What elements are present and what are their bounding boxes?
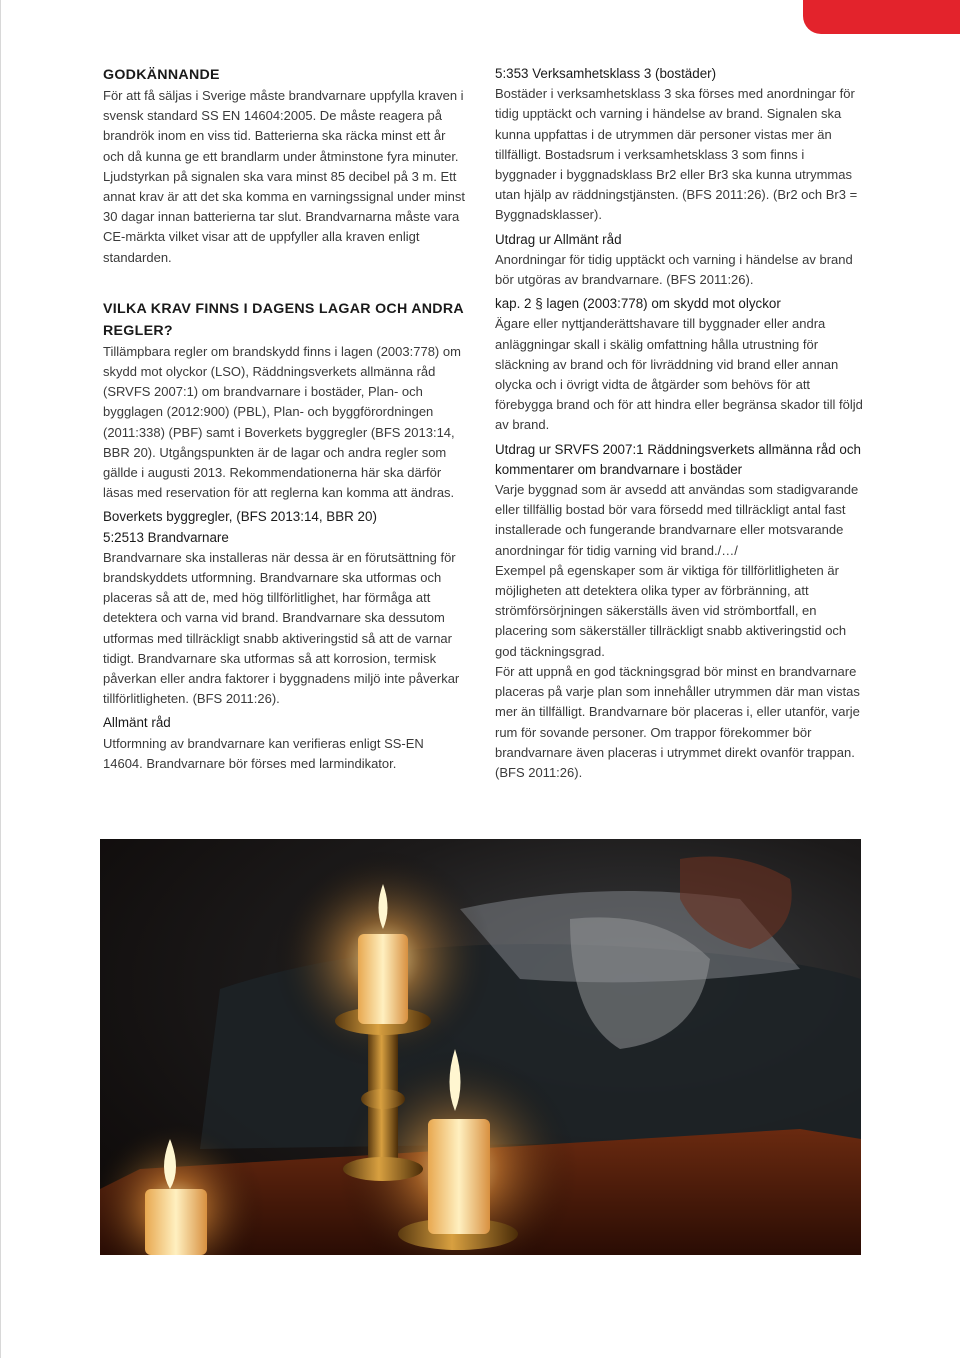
- candles-photo: [100, 839, 861, 1255]
- subheading-5-2513: 5:2513 Brandvarnare: [103, 529, 229, 545]
- paragraph-varje-byggnad: Varje byggnad som är avsedd att användas som stadigvarande eller tillfällig bostad bör vara försedd med tillräckligt antal fast installerade och fungerande brandvarnare eller motsvarande anordningar för tidig varning vid brand./…/: [495, 482, 859, 558]
- paragraph-installation: Brandvarnare ska installeras när dessa är en förutsättning för brandskyddets utformning. Brandvarnare ska utformas och placeras så att de, med hög tillförlitlighet, har förmåga att detektera och varna vid brand. Brandvarnare ska dessutom utformas med tillräckligt snabb aktiveringstid så att de varnar tidigt. Brandvarnare ska utformas så att korrosion, termisk påverkan eller andra faktorer i byggnadens miljö inte påverkar tillförlitligheten. (BFS 2011:26).: [103, 549, 460, 707]
- heading-requirements: VILKA KRAV FINNS I DAGENS LAGAR OCH ANDRA REGLER?: [103, 300, 464, 339]
- candles-illustration: [100, 839, 861, 1255]
- paragraph-applicable-rules: Tillämpbara regler om brandskydd finns i lagen (2003:778) om skydd mot olyckor (LSO), Räddningsverkets allmänna råd (SRVFS 2007:1) om brandvarnare i bostäder, Plan- och bygglagen (2012:900) (PBL), Plan- och byggförordningen (2011:338) (PBF) samt i Boverkets byggregler (BFS 2013:14, BBR 20). Utgångspunkten är de lagar och andra regler som gällde i augusti 2013. Rekommendationerna här ska därför läsas med reservation för att reglerna kan komma att ändras.: [103, 343, 461, 501]
- paragraph-exempel: Exempel på egenskaper som är viktiga för tillförlitligheten är möjligheten att detektera olika typer av förbränning, att strömförsörjningen säkerställs även vid strömbortfall, en placering som säkerställer tillräckligt snabb aktiveringstid och god täckningsgrad.: [495, 562, 847, 659]
- subheading-allmant-rad: Allmänt råd: [103, 715, 171, 731]
- paragraph-anordningar: Anordningar för tidig upptäckt och varning i händelse av brand bör utgöras av brandvarnare. (BFS 2011:26).: [495, 251, 853, 288]
- subheading-srvfs: Utdrag ur SRVFS 2007:1 Räddningsverkets allmänna råd och kommentarer om brandvarnare i bostäder: [495, 441, 861, 477]
- red-corner-tab: [803, 0, 960, 34]
- right-column: [495, 64, 863, 783]
- paragraph-approval: För att få säljas i Sverige måste brandvarnare uppfylla kraven i svensk standard SS EN 14604:2005. De måste reagera på brandrök inom en viss tid. Batterierna ska räcka minst ett år och då kunna ge ett brandlarm under åtminstone fyra minuter. Ljudstyrkan på signalen ska vara minst 85 decibel på 3 m. Ett annat krav är att det ska komma en varningssignal under minst 30 dagar innan batterierna tar slut. Brandvarnarna måste vara CE-märkta vilket visar att de uppfyller alla kraven enligt standarden.: [103, 88, 466, 265]
- subheading-kap2-lso: kap. 2 § lagen (2003:778) om skydd mot olyckor: [495, 296, 781, 312]
- paragraph-verification: Utformning av brandvarnare kan verifieras enligt SS-EN 14604. Brandvarnare bör förses med larmindikator.: [103, 735, 424, 771]
- paragraph-tackningsgrad: För att uppnå en god täckningsgrad bör minst en brandvarnare placeras på varje plan som innehåller utrymmen där man vistas mer än tillfälligt. Brandvarnare bör placeras i, eller utanför, varje rum för sovande personer. Om trappor förekommer bör brandvarnare även placeras i utrymmet direkt ovanför trappan. (BFS 2011:26).: [495, 663, 860, 780]
- heading-godkannande: GODKÄNNANDE: [103, 67, 220, 83]
- left-column: [103, 64, 465, 774]
- paragraph-verksamhetsklass: Bostäder i verksamhetsklass 3 ska förses med anordningar för tidig upptäckt och varning i händelse av brand. Signalen ska kunna uppfattas i de utrymmen där personer vistas mer än tillfälligt. Bostadsrum i verksamhetsklass 3 som finns i byggnader i byggnadsklass Br2 eller Br3 ska kunna utrymmas utan hjälp av räddningstjänsten. (BFS 2011:26). (Br2 och Br3 = Byggnadsklasser).: [495, 86, 858, 223]
- subheading-utdrag-allmant-rad: Utdrag ur Allmänt råd: [495, 231, 622, 247]
- subheading-5-353: 5:353 Verksamhetsklass 3 (bostäder): [495, 66, 717, 81]
- page-edge-line: [0, 0, 1, 1358]
- paragraph-agare: Ägare eller nyttjanderättshavare till byggnader eller andra anläggningar skall i skälig omfattning hålla utrustning för släckning av brand och för livräddning vid brand eller annan olycka och i övrigt vidta de åtgärder som behövs för att förebygga brand och för att hindra eller begränsa skador till följd av brand.: [495, 316, 863, 433]
- subheading-bbr: Boverkets byggregler, (BFS 2013:14, BBR 20): [103, 509, 377, 525]
